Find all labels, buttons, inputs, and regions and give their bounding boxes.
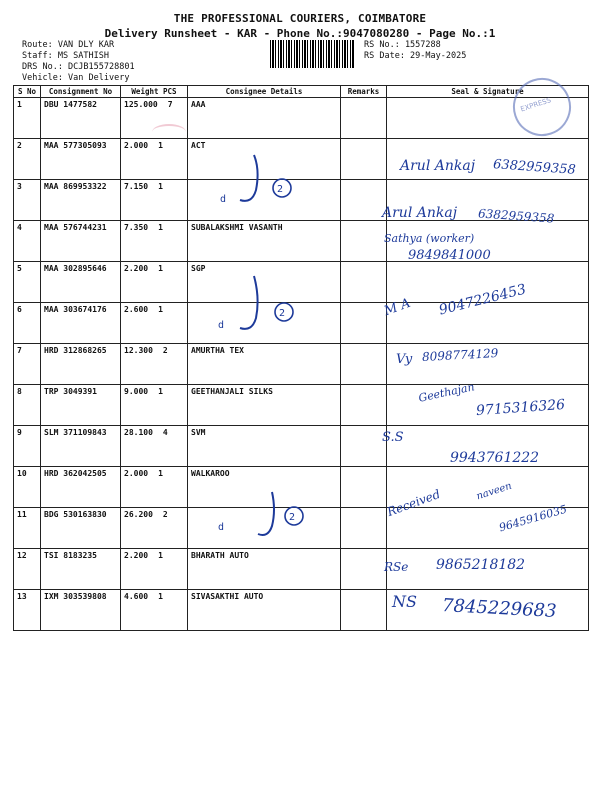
consignment-cell: DBU 1477582 [41,98,121,139]
remarks-cell [341,98,387,139]
column-header: Remarks [341,86,387,98]
consignee-cell: SUBALAKSHMI VASANTH [188,221,341,262]
consignee-cell: SIVASAKTHI AUTO [188,590,341,631]
signature-scribble: RSe [384,560,409,574]
rs-number: RS No.: 1557288 [364,40,441,50]
remarks-cell [341,344,387,385]
pcs-value: 1 [158,264,163,273]
consignee-cell: AAA [188,98,341,139]
weight-pcs-cell [121,303,188,344]
remarks-cell [341,508,387,549]
pcs-value: 7 [167,100,173,109]
weight-pcs-cell [121,590,188,631]
weight-value: 9.000 [124,387,149,396]
weight-pcs-cell [121,549,188,590]
drs-number: DRS No.: DCJB155728801 [22,62,135,72]
remarks-cell [341,590,387,631]
consignment-cell: MAA 576744231 [41,221,121,262]
table-row [14,221,589,262]
meta-right [364,40,466,62]
sno-cell: 3 [14,180,41,221]
sno-cell: 4 [14,221,41,262]
pcs-value: 1 [158,182,163,191]
signature-scribble: Vy [396,352,413,367]
remarks-cell [341,426,387,467]
weight-value: 7.350 [124,223,149,232]
signature-scribble: Arul Ankaj [400,158,476,174]
pcs-value: 4 [162,428,168,437]
svg-text:d: d [218,522,225,533]
remarks-cell [341,180,387,221]
column-header: Weight PCS [121,86,188,98]
remarks-cell [341,467,387,508]
weight-value: 2.200 [124,264,149,273]
table-row [14,98,589,139]
svg-text:d: d [220,194,227,205]
column-header: S No [14,86,41,98]
pcs-value: 1 [158,223,163,232]
document-title: THE PROFESSIONAL COURIERS, COIMBATORE [173,12,427,25]
svg-text:2: 2 [279,308,286,319]
sno-cell: 9 [14,426,41,467]
column-header: Consignee Details [188,86,341,98]
remarks-cell [341,221,387,262]
signature-row-11b: 9645916035 [497,502,569,535]
agent-signature-row-3 [214,150,304,210]
table-header-row [14,86,589,98]
pcs-value: 1 [158,592,163,601]
consignment-cell: BDG 530163830 [41,508,121,549]
signature-scribble: M A [382,295,413,320]
document-subtitle: Delivery Runsheet - KAR - Phone No.:9047080280 - Page No.:1 [104,27,496,40]
weight-value: 2.000 [124,141,149,150]
weight-value: 28.100 [124,428,153,437]
signature-row-3: 6382959358 [477,206,555,226]
sno-cell: 7 [14,344,41,385]
consignment-cell: IXM 303539808 [41,590,121,631]
remarks-cell [341,262,387,303]
svg-text:d: d [218,320,225,331]
consignment-cell: HRD 312868265 [41,344,121,385]
signature-scribble: NS [392,592,417,611]
consignee-cell: ACT [188,139,341,180]
remarks-cell [341,549,387,590]
consignment-cell: SLM 371109843 [41,426,121,467]
signature-row-4a: Sathya (worker) [384,232,475,245]
sno-cell: 12 [14,549,41,590]
column-header: Seal & Signature [387,86,589,98]
agent-signature-row-6 [212,272,302,338]
signature-row-7: 8098774129 [421,346,499,364]
vehicle-text: Vehicle: Van Delivery [22,73,130,83]
signature-row-8: 9715316326 [475,396,566,420]
route-text: Route: VAN DLY KAR [22,40,115,50]
consignee-cell: GEETHANJALI SILKS [188,385,341,426]
signature-scribble: Arul Ankaj [382,205,458,221]
signature-scribble: naveen [475,480,514,503]
weight-pcs-cell [121,139,188,180]
signature-cell [387,303,589,344]
signature-row-9: 9943761222 [450,450,540,466]
sno-cell: 5 [14,262,41,303]
remarks-cell [341,385,387,426]
weight-value: 2.600 [124,305,149,314]
consignment-cell: HRD 362042505 [41,467,121,508]
pcs-value: 2 [162,346,168,355]
signature-row-12: 9865218182 [436,557,526,573]
weight-pcs-cell [121,385,188,426]
signature-row-6: 9047226453 [437,281,528,319]
weight-pcs-cell [121,221,188,262]
staff-text: Staff: MS SATHISH [22,51,109,61]
pcs-value: 1 [158,387,163,396]
sno-cell: 13 [14,590,41,631]
weight-value: 26.200 [124,510,153,519]
weight-value: 2.000 [124,469,149,478]
pink-mark [152,124,186,140]
remarks-cell [341,139,387,180]
consignee-cell: SVM [188,426,341,467]
sno-cell: 10 [14,467,41,508]
weight-pcs-cell [121,467,188,508]
signature-scribble: Geethajan [417,380,476,405]
consignee-cell: AMURTHA TEX [188,344,341,385]
pcs-value: 1 [158,141,163,150]
sno-cell: 11 [14,508,41,549]
weight-pcs-cell [121,508,188,549]
weight-value: 7.150 [124,182,149,191]
weight-pcs-cell [121,180,188,221]
barcode [270,40,354,68]
signature-row-13: 7845229683 [441,595,558,622]
consignee-cell: BHARATH AUTO [188,549,341,590]
sno-cell: 6 [14,303,41,344]
consignment-cell: MAA 303674176 [41,303,121,344]
signature-row-11a: Received [385,486,443,520]
column-header: Consignment No [41,86,121,98]
consignee-cell: WALKAROO [188,467,341,508]
weight-pcs-cell [121,344,188,385]
weight-value: 125.000 [124,100,158,109]
rs-date: RS Date: 29-May-2025 [364,51,467,61]
remarks-cell [341,303,387,344]
consignment-cell: TSI 8183235 [41,549,121,590]
signature-scribble: S.S [382,430,404,445]
svg-text:2: 2 [277,184,284,195]
company-seal-stamp: EXPRESS [505,70,578,143]
consignment-cell: TRP 3049391 [41,385,121,426]
weight-pcs-cell [121,262,188,303]
agent-signature-row-11 [212,488,312,544]
signature-row-2: 6382959358 [492,157,577,178]
consignment-cell: MAA 577305093 [41,139,121,180]
pcs-value: 1 [158,305,163,314]
consignee-cell: SGP [188,262,341,303]
weight-value: 4.600 [124,592,149,601]
sno-cell: 8 [14,385,41,426]
pcs-value: 2 [162,510,168,519]
pcs-value: 1 [158,551,163,560]
meta-left [22,40,135,84]
consignment-cell: MAA 302895646 [41,262,121,303]
table-row [14,344,589,385]
pcs-value: 1 [158,469,163,478]
signature-row-4b: 9849841000 [408,248,491,263]
weight-pcs-cell [121,426,188,467]
weight-value: 2.200 [124,551,149,560]
weight-value: 12.300 [124,346,153,355]
sno-cell: 2 [14,139,41,180]
consignment-cell: MAA 869953322 [41,180,121,221]
svg-text:2: 2 [289,512,296,523]
sno-cell: 1 [14,98,41,139]
